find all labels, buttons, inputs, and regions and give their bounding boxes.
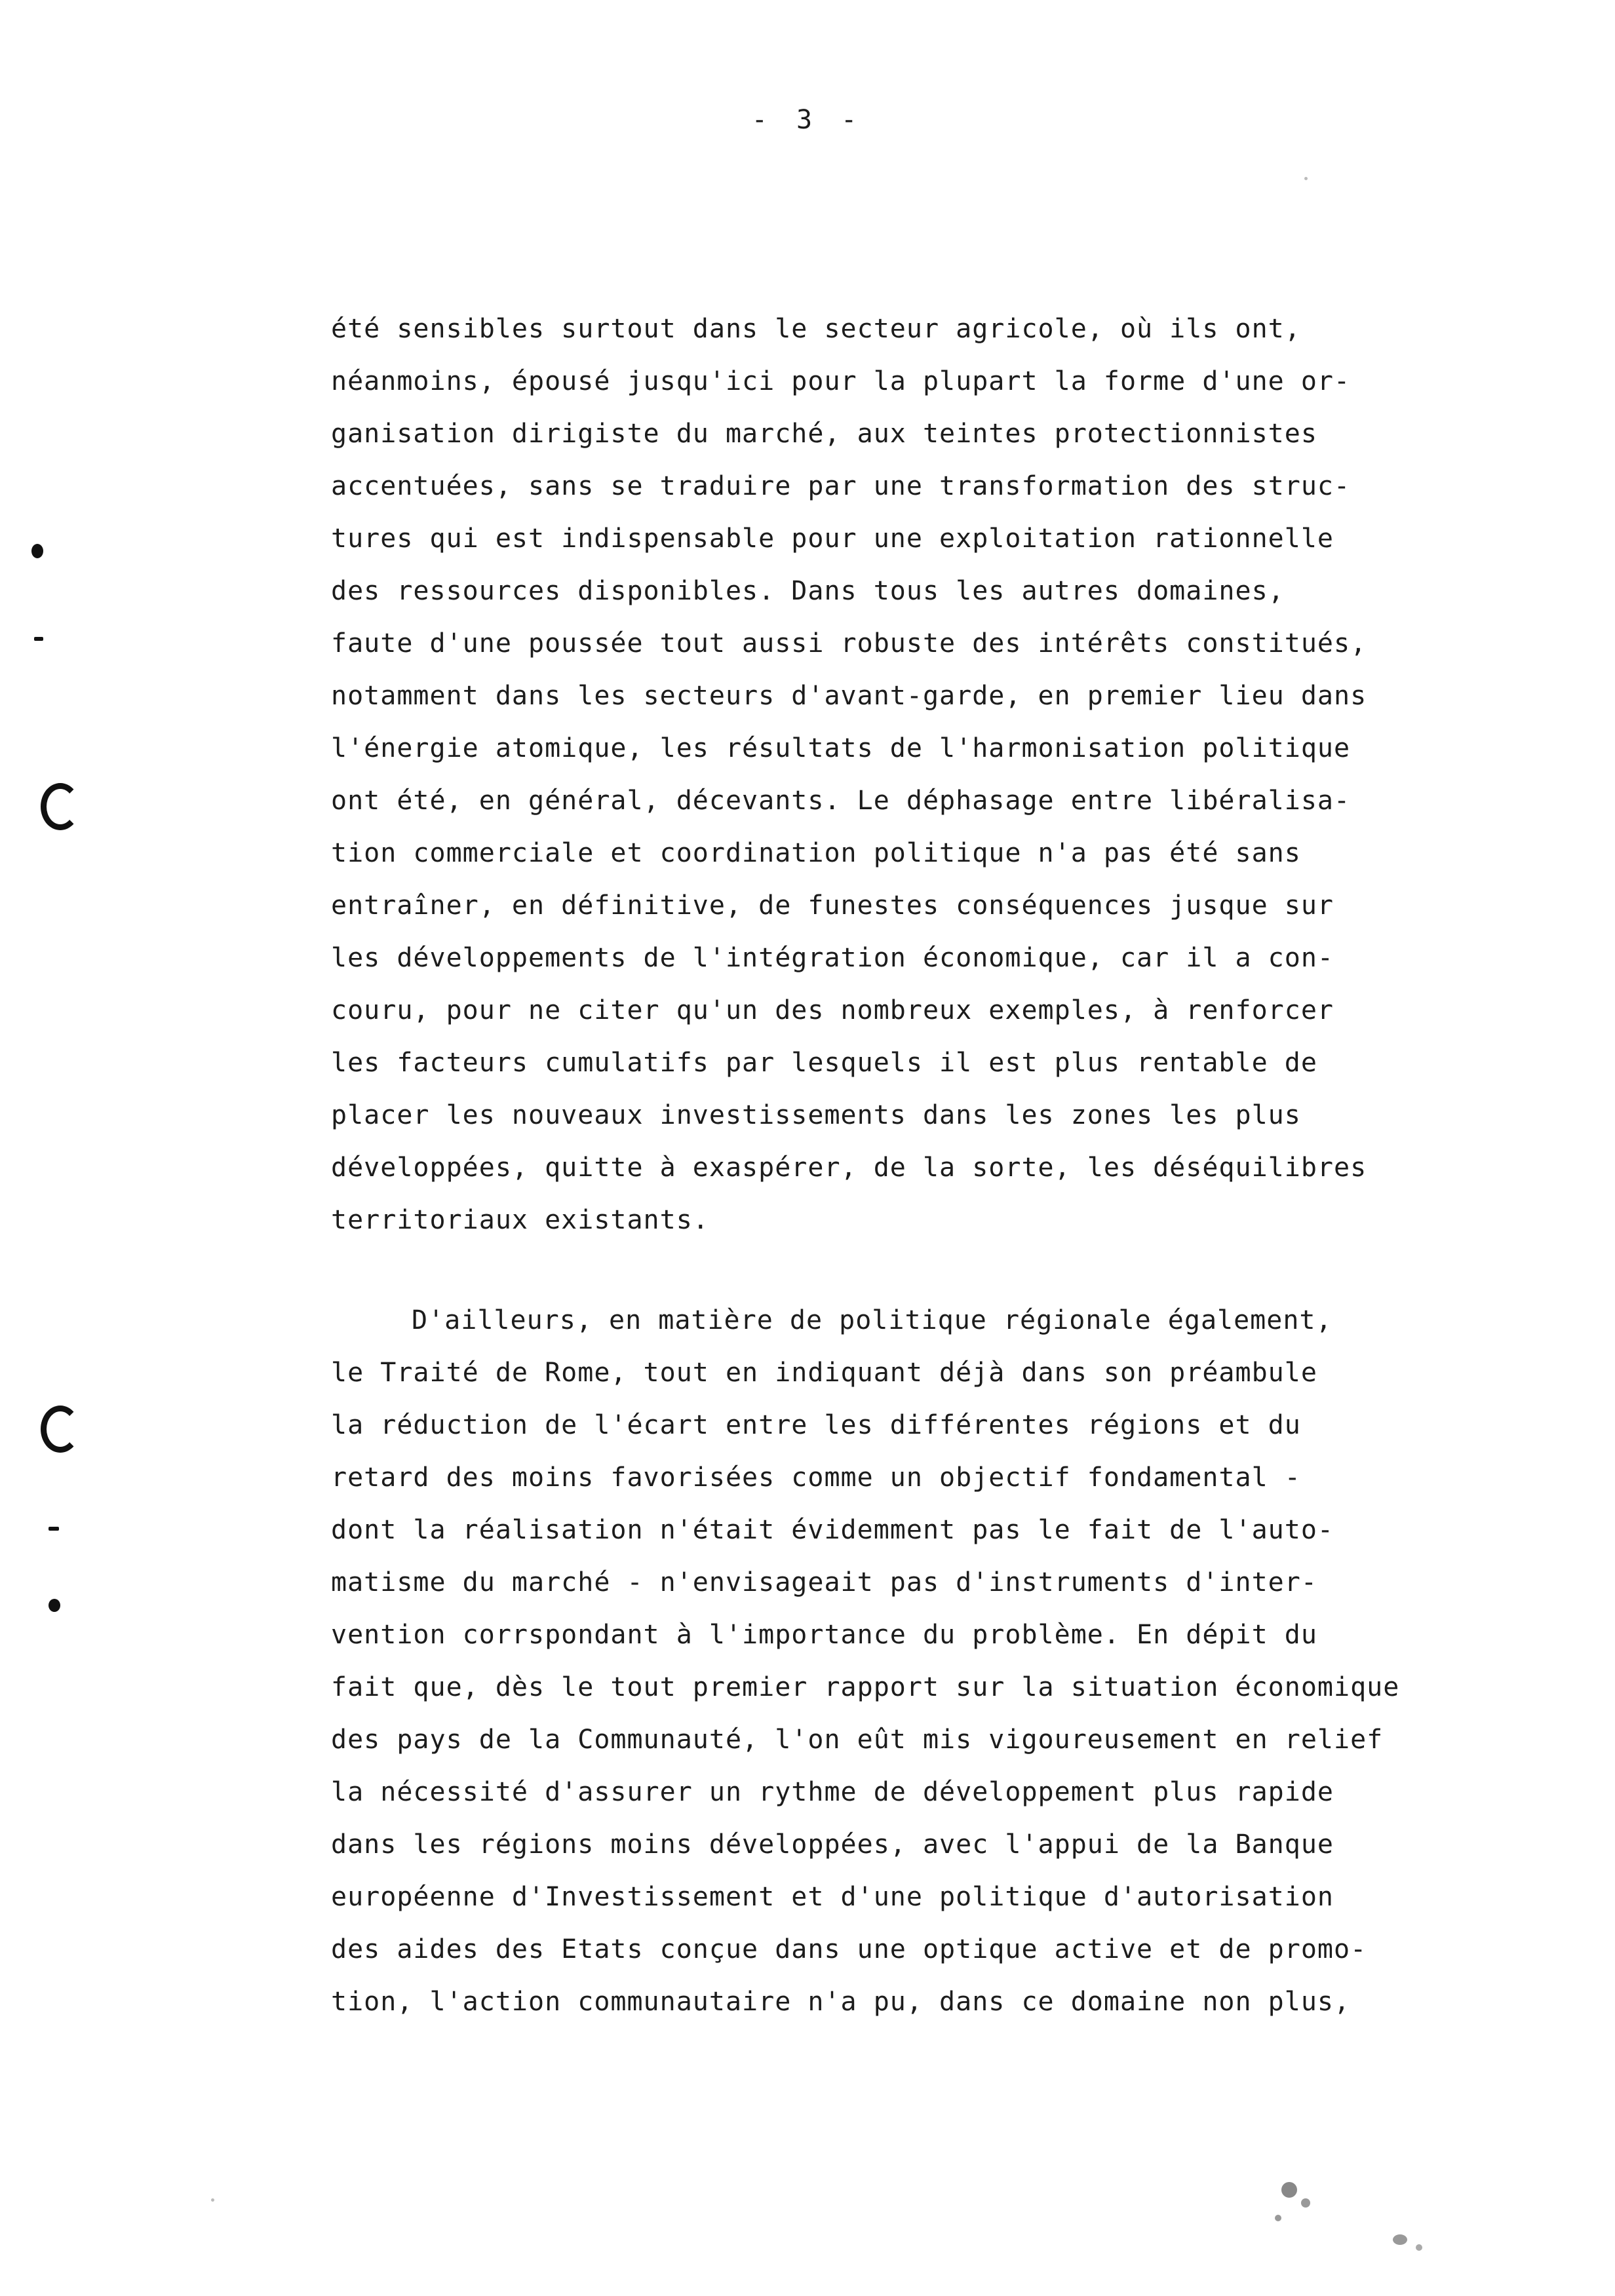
text-line: entraîner, en définitive, de funestes conséquences jusque sur [331, 890, 1334, 921]
text-line: couru, pour ne citer qu'un des nombreux exemples, à renforcer [331, 995, 1334, 1025]
text-line: territoriaux existants. [331, 1205, 709, 1235]
text-line: dont la réalisation n'était évidemment pas le fait de l'auto- [331, 1515, 1334, 1545]
text-line: néanmoins, épousé jusqu'ici pour la plupart la forme d'une or- [331, 366, 1351, 396]
scan-speck [211, 2198, 214, 2202]
margin-dash [34, 637, 43, 641]
paragraph-1 [331, 303, 1485, 1246]
text-line: D'ailleurs, en matière de politique régionale également, [412, 1305, 1333, 1335]
scan-speck [1393, 2234, 1407, 2245]
text-line: notamment dans les secteurs d'avant-garde, en premier lieu dans [331, 681, 1367, 711]
text-line: la réduction de l'écart entre les différentes régions et du [331, 1410, 1301, 1440]
text-line: les facteurs cumulatifs par lesquels il est plus rentable de [331, 1048, 1317, 1078]
punch-hole-mark [41, 1406, 80, 1453]
text-line: fait que, dès le tout premier rapport sur la situation économique [331, 1672, 1400, 1702]
text-line: ont été, en général, décevants. Le déphasage entre libéralisa- [331, 786, 1351, 816]
margin-dash [49, 1527, 59, 1531]
scan-speck [1275, 2215, 1281, 2221]
text-line: des ressources disponibles. Dans tous les autres domaines, [331, 576, 1285, 606]
text-line: les développements de l'intégration économique, car il a con- [331, 943, 1334, 973]
scan-speck [1281, 2182, 1297, 2198]
page-number: - 3 - [751, 105, 864, 135]
text-line: le Traité de Rome, tout en indiquant déjà dans son préambule [331, 1358, 1317, 1388]
text-line: des aides des Etats conçue dans une optique active et de promo- [331, 1934, 1367, 1964]
paragraph-2 [331, 1294, 1485, 2028]
margin-dot [49, 1599, 60, 1612]
text-line: des pays de la Communauté, l'on eût mis vigoureusement en relief [331, 1725, 1384, 1755]
text-line: placer les nouveaux investissements dans les zones les plus [331, 1100, 1301, 1130]
margin-dot [31, 544, 43, 558]
text-line: tion, l'action communautaire n'a pu, dans ce domaine non plus, [331, 1987, 1351, 2017]
text-line: tion commerciale et coordination politique n'a pas été sans [331, 838, 1301, 868]
text-line: la nécessité d'assurer un rythme de développement plus rapide [331, 1777, 1334, 1807]
text-line: accentuées, sans se traduire par une transformation des struc- [331, 471, 1351, 501]
text-line: développées, quitte à exaspérer, de la sorte, les déséquilibres [331, 1153, 1367, 1183]
text-line: matisme du marché - n'envisageait pas d'instruments d'inter- [331, 1567, 1317, 1598]
scan-speck [1301, 2198, 1310, 2208]
text-line: faute d'une poussée tout aussi robuste des intérêts constitués, [331, 628, 1367, 659]
scan-speck [1416, 2244, 1422, 2251]
text-line: européenne d'Investissement et d'une politique d'autorisation [331, 1882, 1334, 1912]
text-line: tures qui est indispensable pour une exploitation rationnelle [331, 524, 1334, 554]
scan-speck [1304, 177, 1308, 180]
text-line: ganisation dirigiste du marché, aux teintes protectionnistes [331, 419, 1317, 449]
text-line: l'énergie atomique, les résultats de l'harmonisation politique [331, 733, 1351, 763]
punch-hole-mark [41, 783, 80, 830]
text-line: dans les régions moins développées, avec l'appui de la Banque [331, 1829, 1334, 1860]
text-line: retard des moins favorisées comme un objectif fondamental - [331, 1463, 1301, 1493]
text-line: vention corrspondant à l'importance du problème. En dépit du [331, 1620, 1317, 1650]
text-line: été sensibles surtout dans le secteur agricole, où ils ont, [331, 314, 1301, 344]
